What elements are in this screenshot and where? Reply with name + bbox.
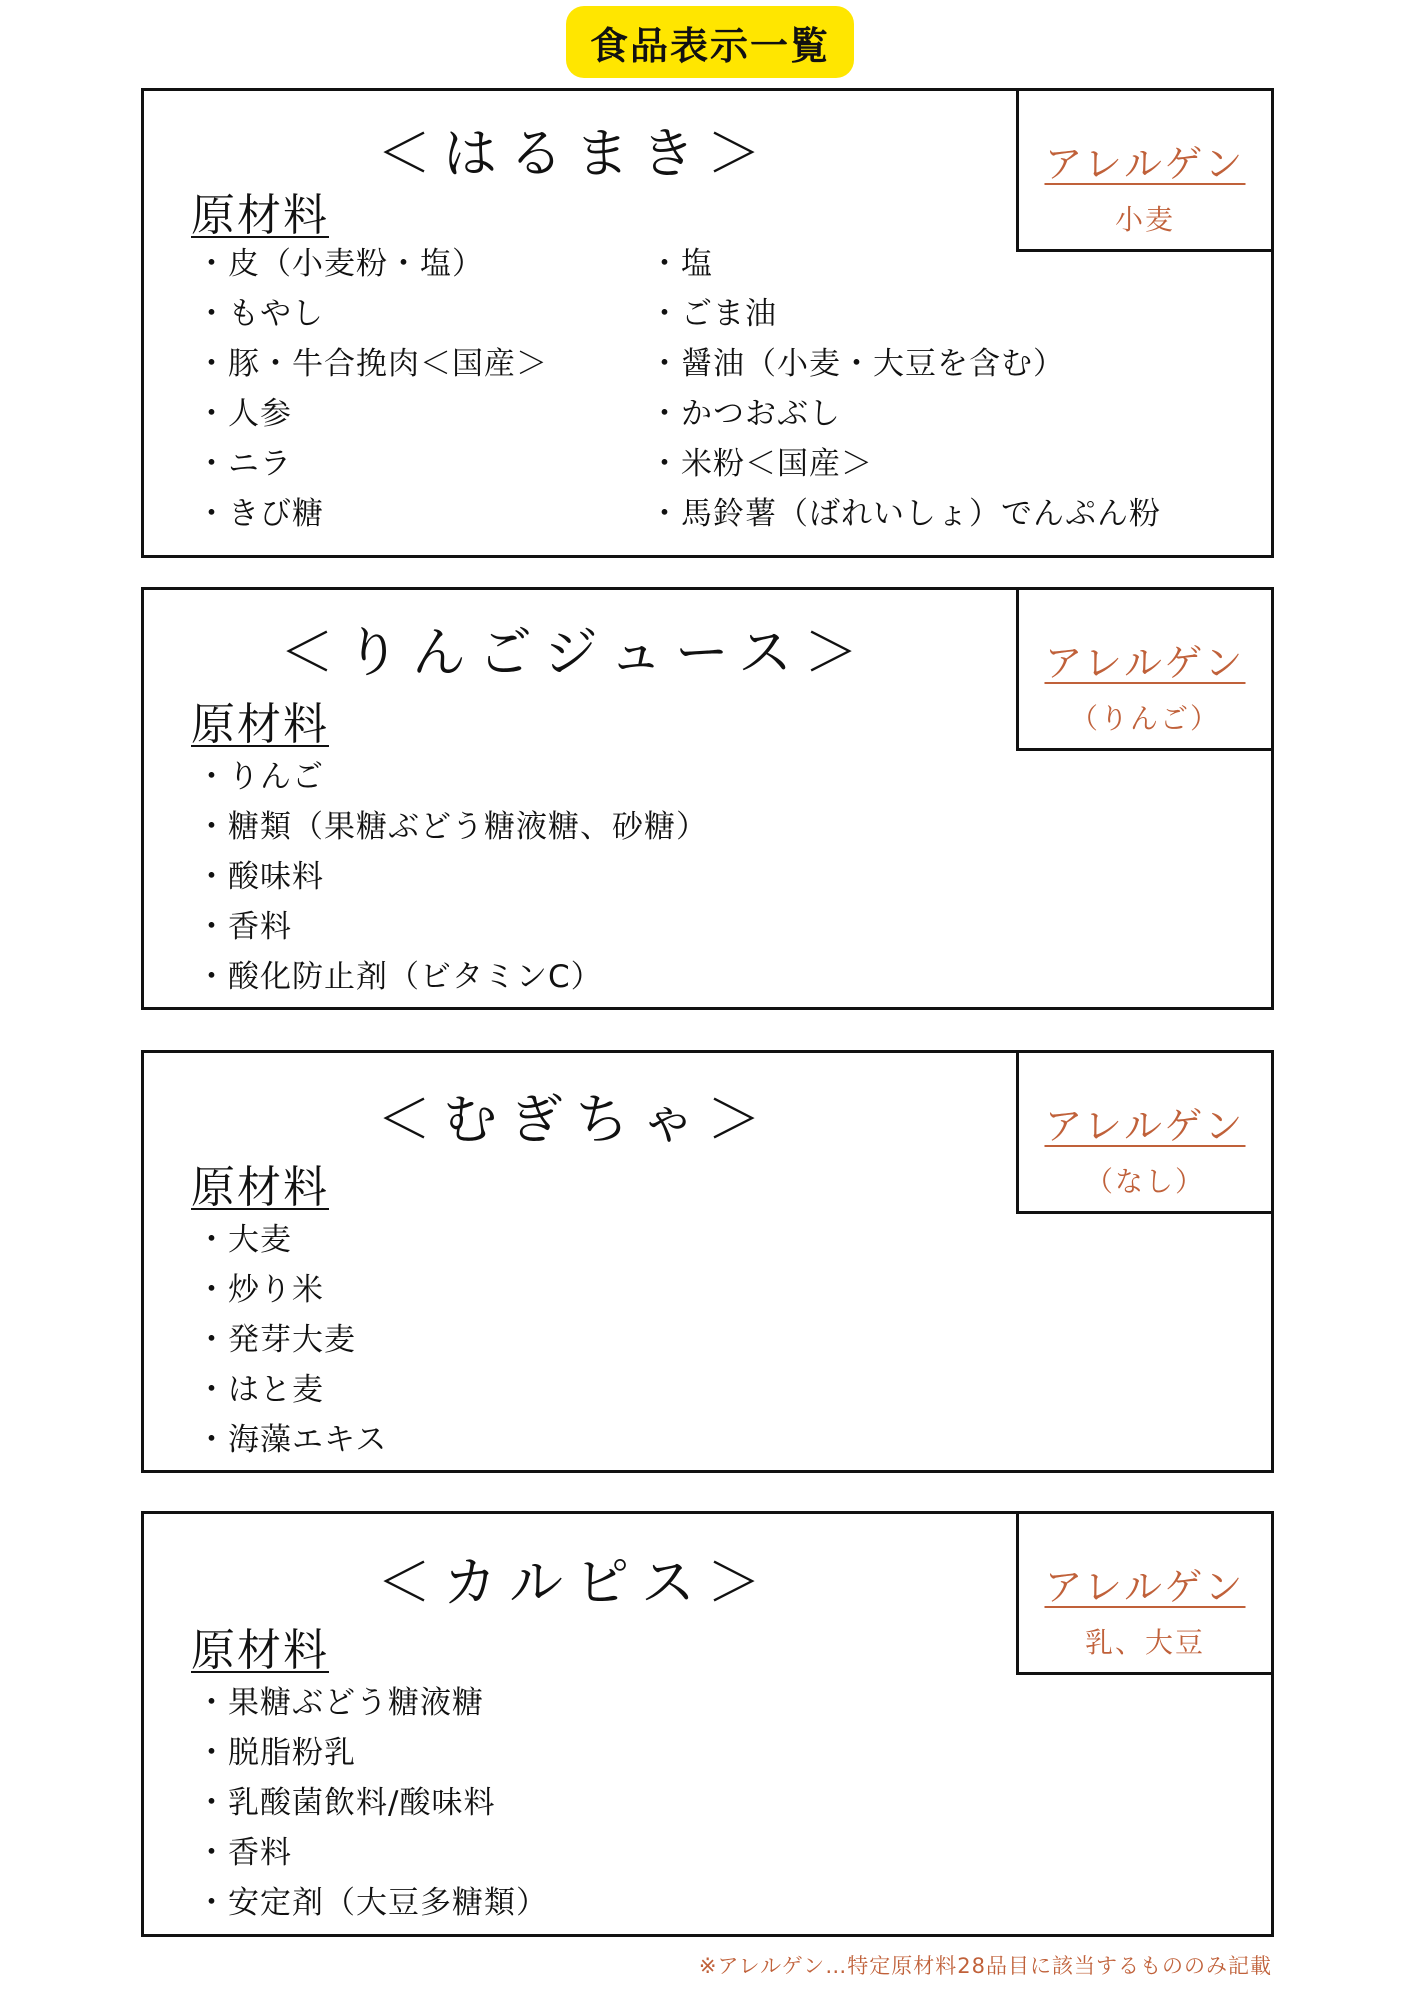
- allergen-value: 乳、大豆: [1084, 1626, 1205, 1659]
- allergen-value: 小麦: [1114, 203, 1175, 236]
- ingredient-item: ・ 豚・牛合挽肉＜国産＞: [196, 339, 548, 389]
- product-name: ＜カルピス＞: [377, 1551, 773, 1614]
- ingredient-item: ・ 塩: [649, 239, 1161, 289]
- allergen-value: （りんご）: [1069, 702, 1220, 735]
- footnote: ※アレルゲン…特定原材料28品目に該当するもののみ記載: [698, 1954, 1272, 1978]
- ingredient-item: ・ 香料: [196, 1828, 548, 1878]
- product-name: ＜むぎちゃ＞: [377, 1088, 773, 1151]
- allergen-label: アレルゲン: [1044, 1565, 1246, 1609]
- ingredient-item: ・ 米粉＜国産＞: [649, 439, 1161, 489]
- ingredient-item: ・ ニラ: [196, 439, 548, 489]
- product-name: ＜はるまき＞: [377, 122, 773, 185]
- ingredient-item: ・ 糖類（果糖ぶどう糖液糖、砂糖）: [196, 802, 708, 852]
- ingredient-list-left: [196, 752, 708, 1002]
- allergen-label: アレルゲン: [1044, 1104, 1246, 1148]
- ingredient-list-left: [196, 239, 548, 539]
- page-title: 食品表示一覧: [566, 6, 854, 78]
- allergen-box: [1016, 1511, 1274, 1675]
- ingredient-item: ・ 炒り米: [196, 1265, 387, 1315]
- ingredient-item: ・ 海藻エキス: [196, 1415, 387, 1465]
- ingredients-label: 原材料: [191, 190, 329, 241]
- ingredient-item: ・ 香料: [196, 902, 708, 952]
- ingredient-item: ・ ごま油: [649, 289, 1161, 339]
- ingredient-item: ・ 大麦: [196, 1215, 387, 1265]
- ingredient-item: ・ 酸味料: [196, 852, 708, 902]
- ingredient-list-right: [649, 239, 1161, 539]
- ingredient-item: ・ きび糖: [196, 489, 548, 539]
- product-card-harumaki: [141, 88, 1274, 558]
- ingredient-item: ・ 人参: [196, 389, 548, 439]
- ingredient-item: ・ かつおぶし: [649, 389, 1161, 439]
- allergen-label: アレルゲン: [1044, 142, 1246, 186]
- ingredient-item: ・ 果糖ぶどう糖液糖: [196, 1678, 548, 1728]
- ingredient-item: ・ 酸化防止剤（ビタミンC）: [196, 952, 708, 1002]
- ingredient-item: ・ 醤油（小麦・大豆を含む）: [649, 339, 1161, 389]
- ingredient-item: ・ 脱脂粉乳: [196, 1728, 548, 1778]
- product-card-mugicha: [141, 1050, 1274, 1473]
- ingredients-label: 原材料: [191, 699, 329, 750]
- ingredient-item: ・ はと麦: [196, 1365, 387, 1415]
- allergen-value: （なし）: [1084, 1165, 1205, 1198]
- ingredient-item: ・ もやし: [196, 289, 548, 339]
- ingredients-label: 原材料: [191, 1162, 329, 1213]
- ingredients-label: 原材料: [191, 1625, 329, 1676]
- product-name: ＜りんごジュース＞: [279, 621, 871, 684]
- ingredient-item: ・ 発芽大麦: [196, 1315, 387, 1365]
- ingredient-item: ・ 馬鈴薯（ばれいしょ）でんぷん粉: [649, 489, 1161, 539]
- product-card-apple-juice: [141, 587, 1274, 1010]
- ingredient-item: ・ 皮（小麦粉・塩）: [196, 239, 548, 289]
- product-card-calpis: [141, 1511, 1274, 1937]
- ingredient-item: ・ りんご: [196, 752, 708, 802]
- ingredient-item: ・ 乳酸菌飲料/酸味料: [196, 1778, 548, 1828]
- ingredient-item: ・ 安定剤（大豆多糖類）: [196, 1878, 548, 1928]
- ingredient-list-left: [196, 1678, 548, 1928]
- allergen-label: アレルゲン: [1044, 641, 1246, 685]
- ingredient-list-left: [196, 1215, 387, 1465]
- allergen-box: [1016, 88, 1274, 252]
- allergen-box: [1016, 1050, 1274, 1214]
- allergen-box: [1016, 587, 1274, 751]
